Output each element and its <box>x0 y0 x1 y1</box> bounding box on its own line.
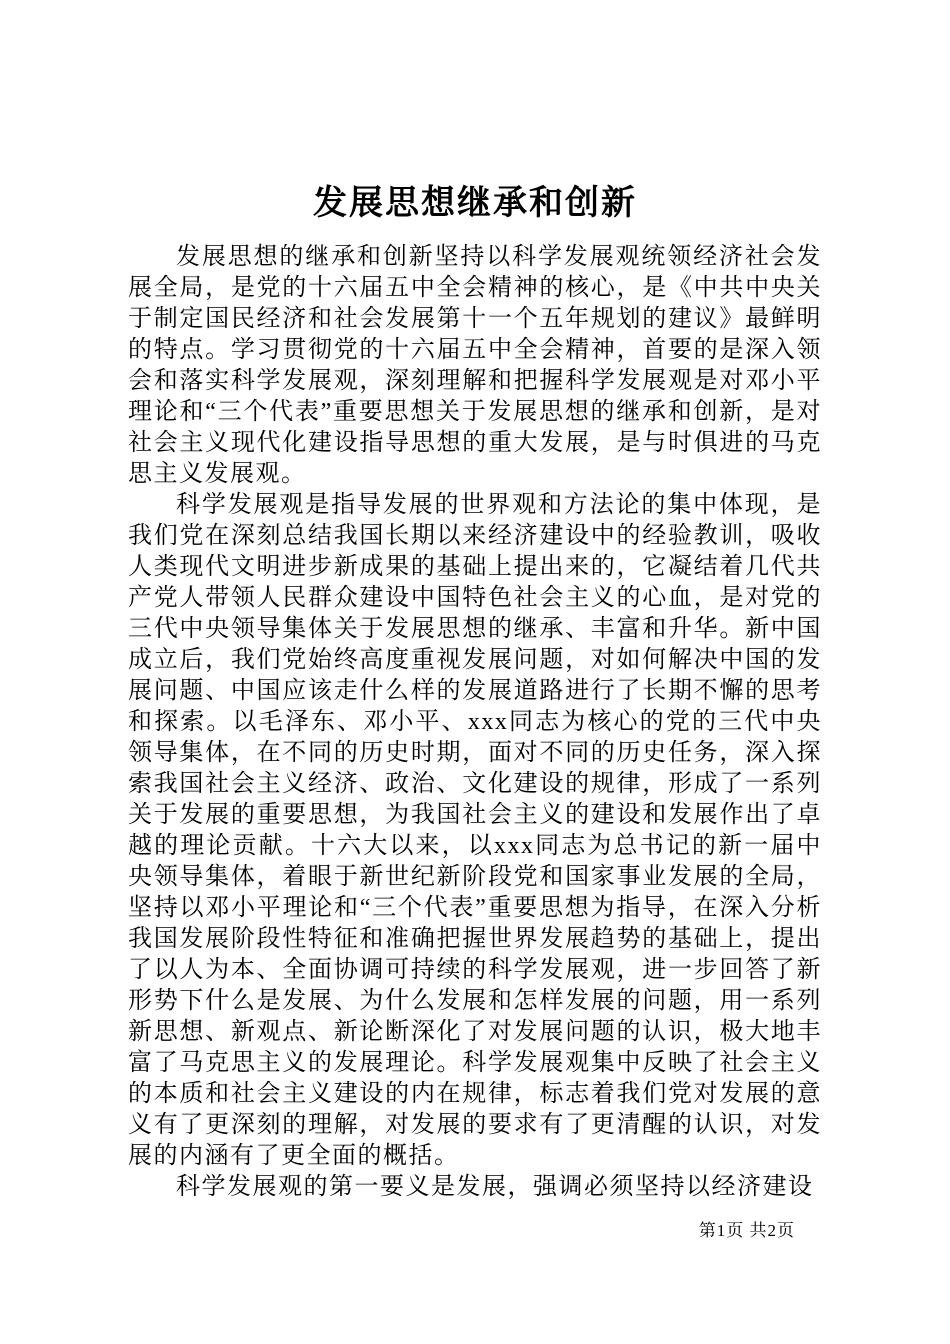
paragraph-1: 发展思想的继承和创新坚持以科学发展观统领经济社会发展全局，是党的十六届五中全会精神的核心，是《中共中央关于制定国民经济和社会发展第十一个五年规划的建议》最鲜明的特点。学习贯彻党的十六届五中全会精神，首要的是深入领会和落实科学发展观，深刻理解和把握科学发展观是对邓小平理论和“三个代表”重要思想关于发展思想的继承和创新，是对社会主义现代化建设指导思想的重大发展，是与时俱进的马克思主义发展观。 <box>128 244 822 487</box>
paragraph-2: 科学发展观是指导发展的世界观和方法论的集中体现，是我们党在深刻总结我国长期以来经济建设中的经验教训，吸收人类现代文明进步新成果的基础上提出来的，它凝结着几代共产党人带领人民群众建设中国特色社会主义的心血，是对党的三代中央领导集体关于发展思想的继承、丰富和升华。新中国成立后，我们党始终高度重视发展问题，对如何解决中国的发展问题、中国应该走什么样的发展道路进行了长期不懈的思考和探索。以毛泽东、邓小平、xxx同志为核心的党的三代中央领导集体，在不同的历史时期，面对不同的历史任务，深入探索我国社会主义经济、政治、文化建设的规律，形成了一系列关于发展的重要思想，为我国社会主义的建设和发展作出了卓越的理论贡献。十六大以来，以xxx同志为总书记的新一届中央领导集体，着眼于新世纪新阶段党和国家事业发展的全局，坚持以邓小平理论和“三个代表”重要思想为指导，在深入分析我国发展阶段性特征和准确把握世界发展趋势的基础上，提出了以人为本、全面协调可持续的科学发展观，进一步回答了新形势下什么是发展、为什么发展和怎样发展的问题，用一系列新思想、新观点、新论断深化了对发展问题的认识，极大地丰富了马克思主义的发展理论。科学发展观集中反映了社会主义的本质和社会主义建设的内在规律，标志着我们党对发展的意义有了更深刻的理解，对发展的要求有了更清醒的认识，对发展的内涵有了更全面的概括。 <box>128 492 822 1169</box>
page-number-label: 第1页 共2页 <box>698 1221 795 1240</box>
paragraph-3: 科学发展观的第一要义是发展，强调必须坚持以经济建设 <box>176 1174 814 1200</box>
page-footer <box>128 1216 795 1241</box>
document-title: 发展思想继承和创新 <box>313 185 637 222</box>
document-body <box>128 242 822 1203</box>
